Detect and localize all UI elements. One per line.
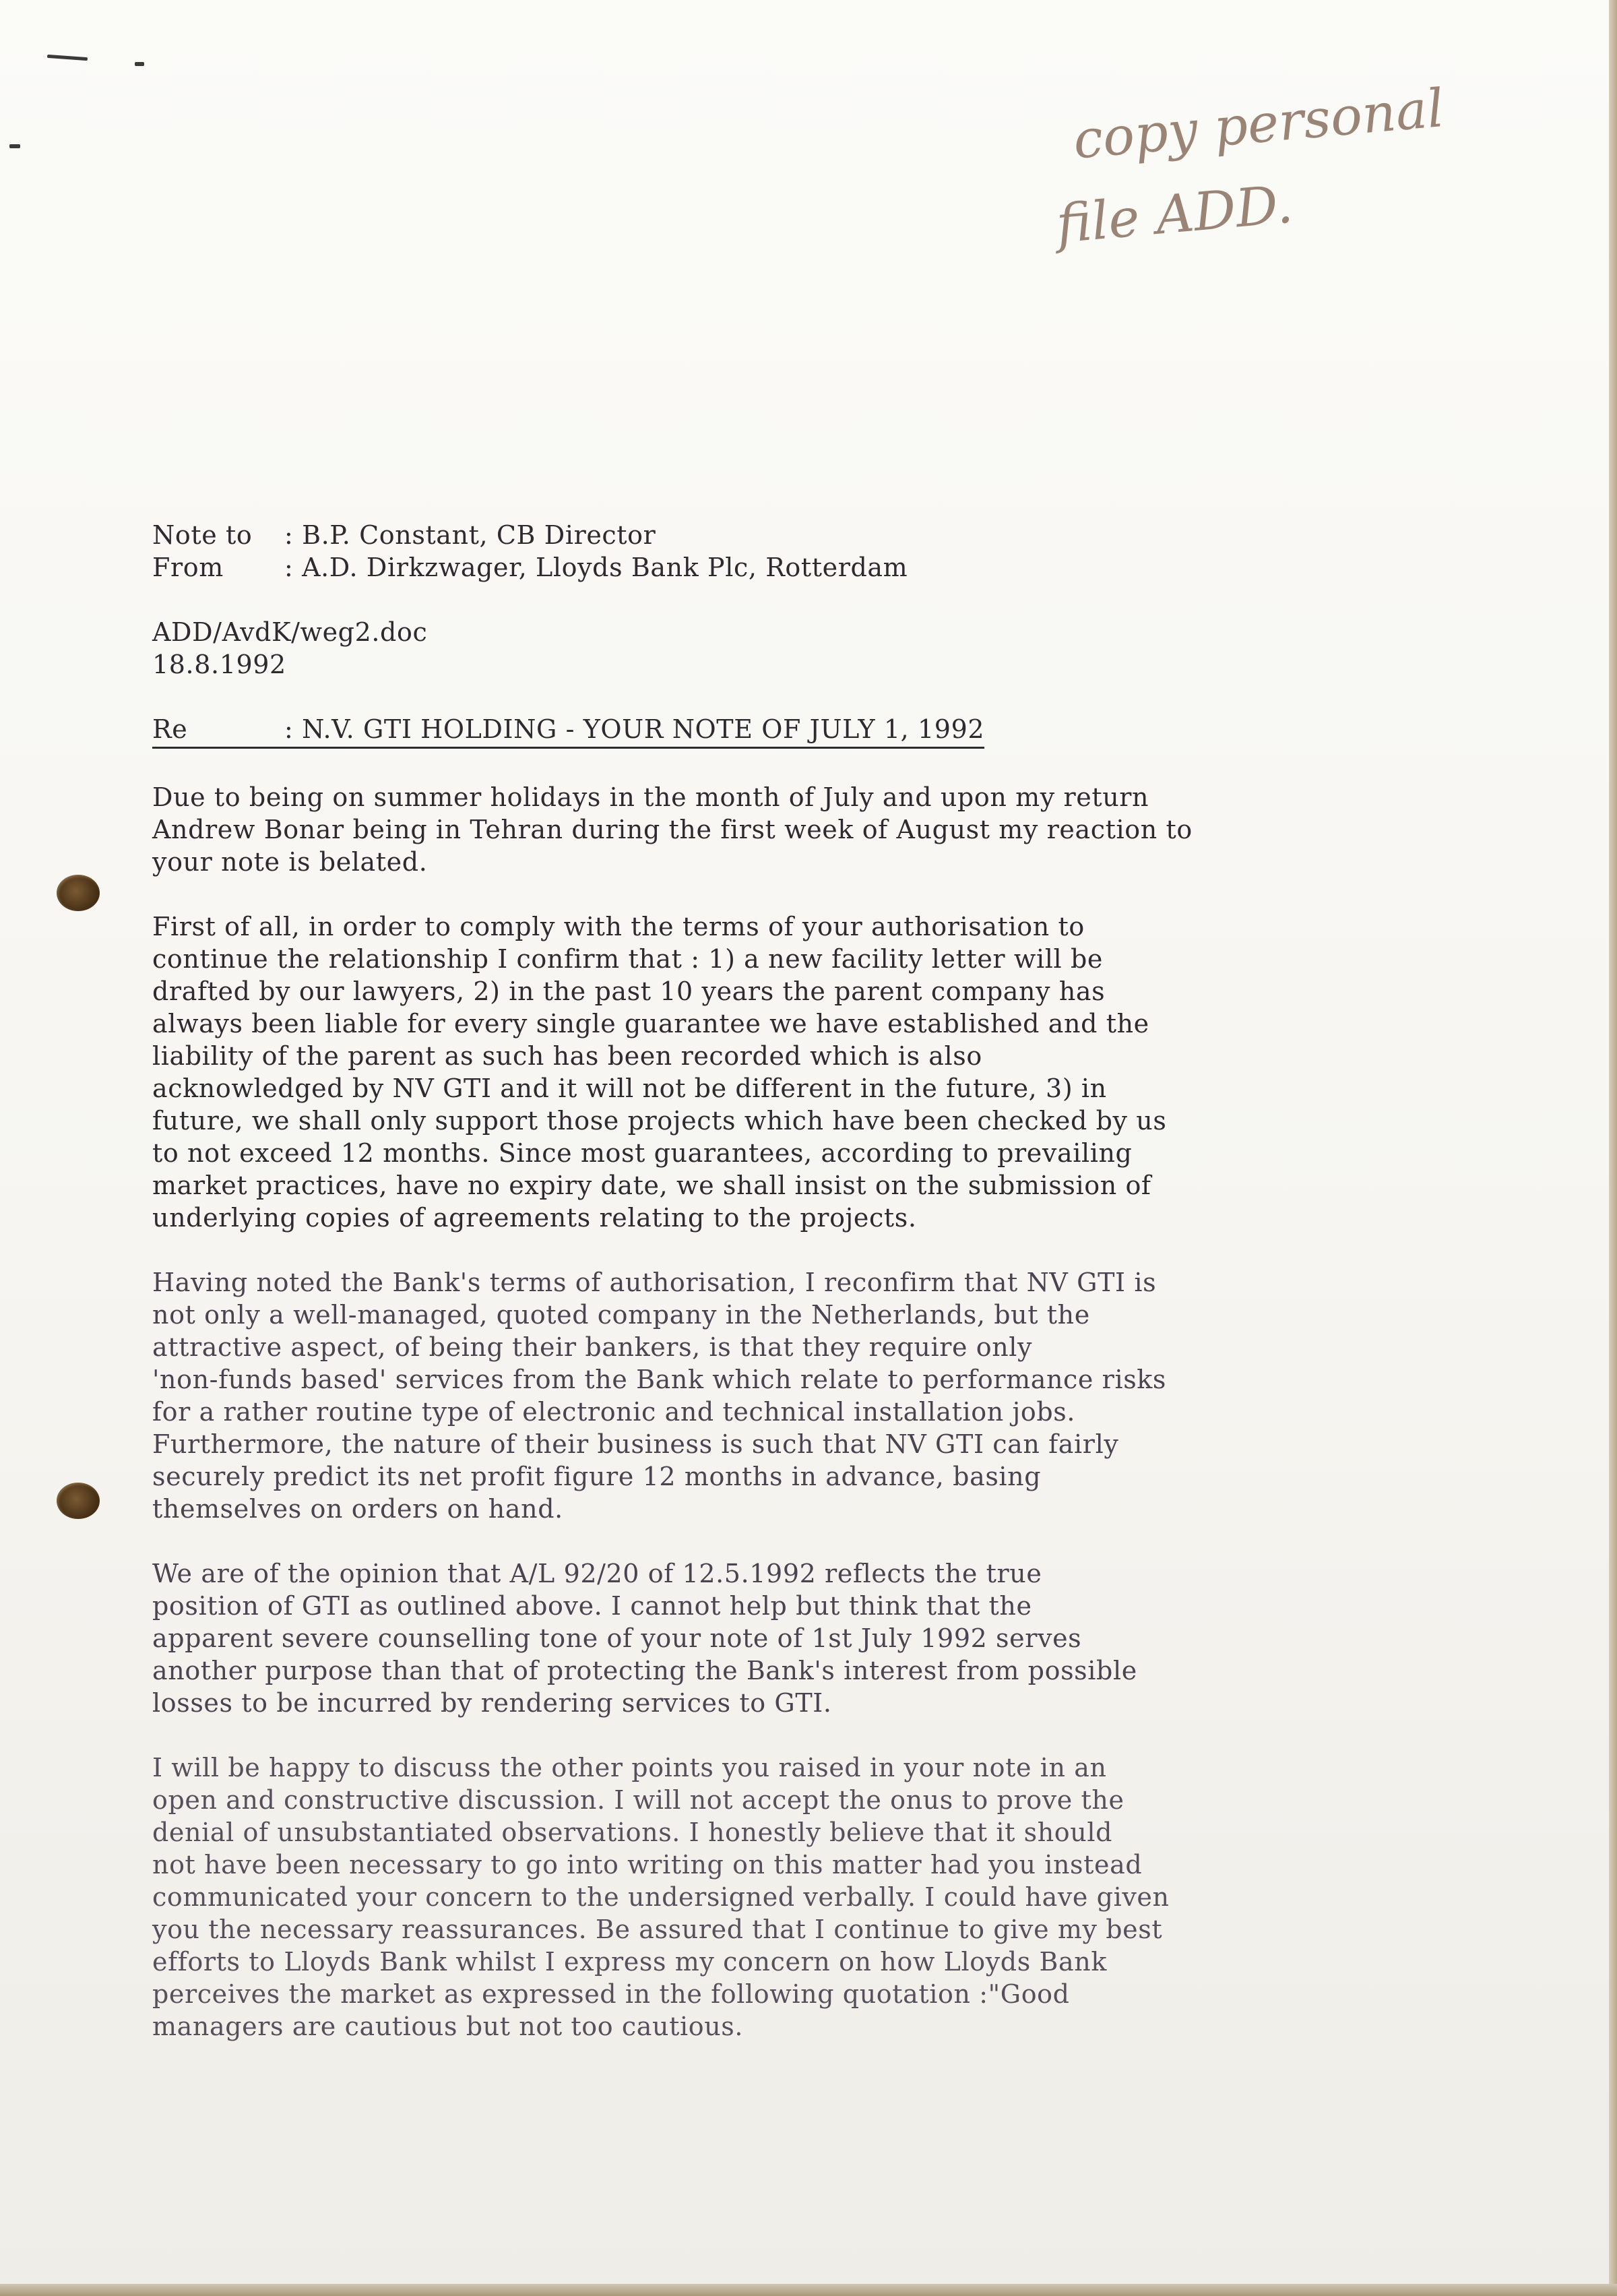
pen-mark <box>47 55 88 61</box>
page-edge <box>1609 0 1617 2296</box>
punch-hole <box>57 875 100 911</box>
from-row <box>152 551 1392 584</box>
punch-hole <box>57 1483 100 1519</box>
body-paragraph: Due to being on summer holidays in the month of July and upon my return Andrew Bonar being in Tehran during the first week of August my reaction to your note is belated. <box>152 782 1193 877</box>
pen-mark <box>135 62 144 66</box>
from-value: : A.D. Dirkzwager, Lloyds Bank Plc, Rotterdam <box>284 553 908 582</box>
note-to-row <box>152 519 1392 551</box>
handwritten-annotation-line-2: file ADD. <box>1054 174 1296 255</box>
body-paragraph: Having noted the Bank's terms of authorisation, I reconfirm that NV GTI is not only a well-managed, quoted company in the Netherlands, but the attractive aspect, of being their bankers, is that they require only 'non-funds based' services from the Bank which relate to performance risks for a rather routine type of electronic and technical installation jobs. Furthermore, the nature of their business is such that NV GTI can fairly securely predict its net profit figure 12 months in advance, basing themselves on orders on hand. <box>152 1268 1167 1524</box>
page-edge <box>0 2284 1617 2296</box>
body-paragraph: We are of the opinion that A/L 92/20 of 12.5.1992 reflects the true position of GTI as outlined above. I cannot help but think that the apparent severe counselling tone of your note of 1st July 1992 serves another purpose than that of protecting the Bank's interest from possible losses to be incurred by rendering services to GTI. <box>152 1559 1137 1718</box>
pen-mark <box>9 144 20 148</box>
subject-line <box>152 713 984 749</box>
from-label: From <box>152 553 224 582</box>
subject-value: : N.V. GTI HOLDING - YOUR NOTE OF JULY 1, 1992 <box>284 714 985 744</box>
subject-label: Re <box>152 714 188 744</box>
note-to-label: Note to <box>152 520 253 550</box>
note-to-value: : B.P. Constant, CB Director <box>284 520 656 550</box>
document-reference: ADD/AvdK/weg2.doc <box>152 617 428 647</box>
document-date: 18.8.1992 <box>152 650 286 679</box>
memo-letter <box>152 519 1392 2075</box>
body-paragraph: First of all, in order to comply with the terms of your authorisation to continue the relationship I confirm that : 1) a new facility letter will be drafted by our lawyers, 2) in the past 10 years the parent company has always been liable for every single guarantee we have established and the liability of the parent as such has been recorded which is also acknowledged by NV GTI and it will not be different in the future, 3) in future, we shall only support those projects which have been checked by us to not exceed 12 months. Since most guarantees, according to prevailing market practices, have no expiry date, we shall insist on the submission of underlying copies of agreements relating to the projects. <box>152 912 1167 1233</box>
handwritten-annotation-line-1: copy personal <box>1071 77 1447 171</box>
body-paragraph: I will be happy to discuss the other points you raised in your note in an open and constructive discussion. I will not accept the onus to prove the denial of unsubstantiated observations. I honestly believe that it should not have been necessary to go into writing on this matter had you instead communicated your concern to the undersigned verbally. I could have given you the necessary reassurances. Be assured that I continue to give my best efforts to Lloyds Bank whilst I express my concern on how Lloyds Bank perceives the market as expressed in the following quotation :"Good managers are cautious but not too cautious. <box>152 1753 1170 2041</box>
